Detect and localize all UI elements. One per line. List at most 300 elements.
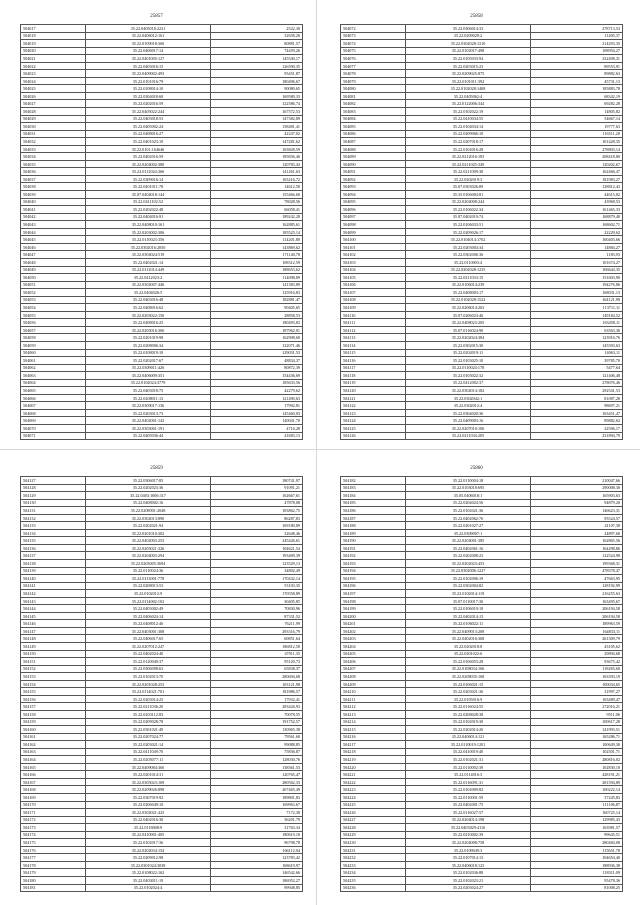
row-number-cell: 504234 <box>341 869 406 877</box>
table-row <box>341 221 623 229</box>
amount-cell: 130965,38 <box>211 726 303 734</box>
table-row <box>21 726 303 734</box>
cadastral-number-cell: 35.22.0102017:36 <box>86 839 211 847</box>
amount-cell: 28858,53 <box>211 311 303 319</box>
cadastral-number-cell: 35.22.0205077:11 <box>86 756 211 764</box>
cadastral-number-cell: 35.22.0403:1006:317 <box>86 492 211 500</box>
amount-cell: 129031,53 <box>211 349 303 357</box>
row-number-cell: 504064 <box>21 379 86 387</box>
amount-cell: 100222,14 <box>531 786 623 794</box>
row-number-cell: 504139 <box>21 567 86 575</box>
cadastral-number-cell: 35.22.0409084:360 <box>86 763 211 771</box>
cadastral-number-cell: 35.22.0208013:53 <box>86 582 211 590</box>
amount-cell: 14063,11 <box>531 349 623 357</box>
amount-cell: 22229,62 <box>531 228 623 236</box>
cadastral-number-cell: 35.22.0208028:38 <box>406 710 531 718</box>
cadastral-number-cell: 35.22.0309011:426 <box>86 364 211 372</box>
cadastral-number-cell: 35.22.0403016:15 <box>86 62 211 70</box>
amount-cell: 129985,43 <box>531 816 623 824</box>
table-row <box>21 417 303 425</box>
table-row <box>341 816 623 824</box>
row-number-cell: 504104 <box>341 266 406 274</box>
amount-cell: 163451,47 <box>531 409 623 417</box>
table-row <box>341 635 623 643</box>
cadastral-number-cell: 35.22.0202024:384 <box>406 334 531 342</box>
amount-cell: 168602,71 <box>531 221 623 229</box>
cadastral-number-cell: 35.22.0202019:3 <box>406 175 531 183</box>
table-row <box>21 846 303 854</box>
amount-cell: 79561,60 <box>211 733 303 741</box>
amount-cell: 155466,60 <box>211 191 303 199</box>
row-number-cell: 504062 <box>21 364 86 372</box>
amount-cell: 30405,85 <box>211 597 303 605</box>
row-number-cell: 504103 <box>341 258 406 266</box>
table-row <box>21 575 303 583</box>
cadastral-number-cell: 35.22.0412002:37 <box>406 379 531 387</box>
cadastral-number-cell: 35.22.0409003:16 <box>406 417 531 425</box>
row-number-cell: 504209 <box>341 680 406 688</box>
row-number-cell: 504063 <box>21 372 86 380</box>
amount-cell: 76211,99 <box>211 620 303 628</box>
row-number-cell: 504053 <box>21 296 86 304</box>
amount-cell: 165286,71 <box>531 733 623 741</box>
row-number-cell: 504070 <box>21 424 86 432</box>
table-row <box>21 266 303 274</box>
table-row <box>341 183 623 191</box>
table-row <box>21 710 303 718</box>
cadastral-number-cell: 35.22.0114016:3 <box>406 771 531 779</box>
cadastral-number-cell: 35.22.0409013:208 <box>406 627 531 635</box>
cadastral-number-cell: 35.22.0302016:2050 <box>86 243 211 251</box>
amount-cell: 180741,97 <box>211 477 303 485</box>
table-row <box>341 417 623 425</box>
amount-cell: 47911,35 <box>211 650 303 658</box>
table-row <box>21 40 303 48</box>
row-number-cell: 504196 <box>341 582 406 590</box>
table-row <box>21 85 303 93</box>
row-number-cell: 504201 <box>341 620 406 628</box>
row-number-cell: 504228 <box>341 824 406 832</box>
page-gap-vertical <box>316 0 317 905</box>
cadastral-number-cell: 35.22.0408016:25 <box>86 319 211 327</box>
cadastral-number-cell: 35.22.0408002:16 <box>86 499 211 507</box>
table-row <box>341 597 623 605</box>
row-number-cell: 504218 <box>341 748 406 756</box>
table-row <box>21 138 303 146</box>
table-row <box>341 741 623 749</box>
table-row <box>341 590 623 598</box>
table-row <box>341 432 623 440</box>
amount-cell: 147281,62 <box>211 138 303 146</box>
amount-cell: 163495,67 <box>531 597 623 605</box>
cadastral-number-cell: 35.22.0114002:102 <box>86 597 211 605</box>
amount-cell: 141261,63 <box>211 168 303 176</box>
row-number-cell: 504230 <box>341 839 406 847</box>
row-number-cell: 504187 <box>341 514 406 522</box>
cadastral-number-cell: 35.22.0209029:2 <box>406 32 531 40</box>
cadastral-number-cell: 35.22.0120049:37 <box>86 658 211 666</box>
cadastral-number-cell: 35.22.0201027:27 <box>406 522 531 530</box>
amount-cell: 75836,87 <box>211 748 303 756</box>
amount-cell: 185836,46 <box>211 153 303 161</box>
amount-cell: 185883,78 <box>531 85 623 93</box>
cadastral-number-cell: 35.22.0302021:423 <box>86 809 211 817</box>
cadastral-number-cell: 35.22.0402001:75 <box>406 801 531 809</box>
row-number-cell: 504164 <box>21 756 86 764</box>
cadastral-number-cell: 35.22.0202022:48 <box>86 206 211 214</box>
amount-cell: 39785,70 <box>531 357 623 365</box>
amount-cell: 80881,57 <box>211 40 303 48</box>
row-number-cell: 504081 <box>341 92 406 100</box>
cadastral-number-cell: 35.22.0204003:294 <box>86 552 211 560</box>
cadastral-number-cell: 35.05.0406018:1 <box>406 492 531 500</box>
amount-cell: 31763,34 <box>211 824 303 832</box>
amount-cell: 95524,57 <box>531 514 623 522</box>
cadastral-number-cell: 35.22.0301021:49 <box>86 726 211 734</box>
cadastral-number-cell: 35.22.0402001:143 <box>86 417 211 425</box>
amount-cell: 278076,46 <box>531 379 623 387</box>
table-row <box>341 560 623 568</box>
amount-cell: 90405,65 <box>211 304 303 312</box>
row-number-cell: 504231 <box>341 846 406 854</box>
table-row <box>21 544 303 552</box>
amount-cell: 43968,53 <box>531 198 623 206</box>
amount-cell: 89882,62 <box>531 417 623 425</box>
amount-cell: 182881,47 <box>211 296 303 304</box>
table-row <box>21 756 303 764</box>
amount-cell: 9511,06 <box>531 710 623 718</box>
cadastral-number-cell: 35.22.0208006:34 <box>86 341 211 349</box>
table-row <box>21 341 303 349</box>
cadastral-number-cell: 35.22.0405036:44 <box>86 432 211 440</box>
cadastral-number-cell: 35.22.0103022:32 <box>406 372 531 380</box>
cadastral-number-cell: 35.22.0122006:344 <box>406 100 531 108</box>
table-row <box>341 372 623 380</box>
amount-cell: 103121,98 <box>211 680 303 688</box>
row-number-cell: 504144 <box>21 605 86 613</box>
amount-cell: 280694,68 <box>211 673 303 681</box>
table-row <box>21 477 303 485</box>
cadastral-number-cell: 35.22.0406014:121 <box>406 733 531 741</box>
amount-cell: 245426,61 <box>211 537 303 545</box>
cadastral-number-cell: 35.22.0110002:39 <box>406 763 531 771</box>
table-row <box>341 228 623 236</box>
table-row <box>21 281 303 289</box>
row-number-cell: 504105 <box>341 274 406 282</box>
table-row <box>341 612 623 620</box>
row-number-cell: 504216 <box>341 733 406 741</box>
row-number-cell: 504095 <box>341 198 406 206</box>
cadastral-number-cell: 35.22.0402014:15 <box>406 612 531 620</box>
table-row <box>341 824 623 832</box>
row-number-cell: 504189 <box>341 529 406 537</box>
cadastral-number-cell: 35.22.0302042:1 <box>406 394 531 402</box>
amount-cell: 169180,89 <box>211 522 303 530</box>
table-row <box>341 108 623 116</box>
cadastral-number-cell: 35.22.0410034:55 <box>406 115 531 123</box>
cadastral-number-cell: 35.22.0403018:53 <box>86 115 211 123</box>
table-row <box>21 793 303 801</box>
cadastral-number-cell: 35.22.0203014:25 <box>86 695 211 703</box>
row-number-cell: 504056 <box>21 319 86 327</box>
table-row <box>21 635 303 643</box>
amount-cell: 89553,91 <box>531 62 623 70</box>
cadastral-number-cell: 35.22.0110024:178 <box>406 364 531 372</box>
cadastral-number-cell: 35.22.0116027:57 <box>406 809 531 817</box>
row-number-cell: 504151 <box>21 658 86 666</box>
row-number-cell: 504210 <box>341 688 406 696</box>
table-row <box>21 809 303 817</box>
cadastral-number-cell: 35.22.0410019:40 <box>406 748 531 756</box>
cadastral-number-cell: 35.22.0302007:446 <box>86 281 211 289</box>
row-number-cell: 504141 <box>21 582 86 590</box>
amount-cell: 120202,67 <box>531 160 623 168</box>
cadastral-number-cell: 35.22.0209025:875 <box>406 70 531 78</box>
table-row <box>21 869 303 877</box>
amount-cell: 186952,27 <box>211 876 303 884</box>
amount-cell: 89882,63 <box>531 70 623 78</box>
amount-cell: 100034,65 <box>531 680 623 688</box>
table-row <box>21 100 303 108</box>
table-row <box>341 537 623 545</box>
amount-cell: 63563,36 <box>531 326 623 334</box>
cadastral-number-cell: 35.22.0102006:19 <box>406 575 531 583</box>
amount-cell: 138361,53 <box>211 763 303 771</box>
amount-cell: 216255,63 <box>531 590 623 598</box>
table-row <box>341 695 623 703</box>
document-page-4 <box>320 452 633 898</box>
cadastral-number-cell: 35.22.0411049:70 <box>86 748 211 756</box>
cadastral-number-cell: 35.22.0309017:136 <box>86 402 211 410</box>
cadastral-number-cell: 35.22.0403001:308 <box>86 627 211 635</box>
cadastral-number-cell: 35.22.0412023:2 <box>86 274 211 282</box>
row-number-cell: 504044 <box>21 228 86 236</box>
row-number-cell: 504226 <box>341 809 406 817</box>
cadastral-number-cell: 35.22.0202016:59 <box>86 100 211 108</box>
cadastral-number-cell: 35.22.0408012:46 <box>86 620 211 628</box>
row-number-cell: 504223 <box>341 786 406 794</box>
cadastral-number-cell: 35.22.0102021:36 <box>406 507 531 515</box>
document-page-3 <box>0 452 313 898</box>
table-row <box>341 25 623 33</box>
table-row <box>341 544 623 552</box>
amount-cell: 68342,19 <box>531 92 623 100</box>
cadastral-number-cell: 35.22.0116091:31 <box>406 778 531 786</box>
table-row <box>21 251 303 259</box>
table-row <box>341 831 623 839</box>
row-number-cell: 504020 <box>21 47 86 55</box>
row-number-cell: 504150 <box>21 650 86 658</box>
page-number: 25858 <box>470 14 483 19</box>
amount-cell: 169963,67 <box>211 801 303 809</box>
amount-cell: 185633,56 <box>211 379 303 387</box>
table-row <box>341 77 623 85</box>
table-row <box>21 289 303 297</box>
amount-cell: 167572,53 <box>211 108 303 116</box>
cadastral-number-cell: 35.22.0404016:91 <box>86 213 211 221</box>
cadastral-number-cell: 35.22.0402061:16 <box>406 544 531 552</box>
amount-cell: 188936,38 <box>531 861 623 869</box>
amount-cell: 278713,53 <box>531 25 623 33</box>
row-number-cell: 504039 <box>21 191 86 199</box>
row-number-cell: 504122 <box>341 402 406 410</box>
amount-cell: 261309,79 <box>531 635 623 643</box>
amount-cell: 95120,73 <box>211 658 303 666</box>
table-row <box>341 846 623 854</box>
row-number-cell: 504153 <box>21 673 86 681</box>
table-row <box>21 62 303 70</box>
amount-cell: 24897,60 <box>531 529 623 537</box>
cadastral-number-cell: 35.22.0108019:10 <box>86 349 211 357</box>
row-number-cell: 504099 <box>341 228 406 236</box>
row-number-cell: 504018 <box>21 32 86 40</box>
amount-cell: 99948,85 <box>211 884 303 892</box>
cadastral-number-cell: 35.22.0208001:2048 <box>86 507 211 515</box>
cadastral-number-cell: 35.22.0405062:4 <box>406 92 531 100</box>
row-number-cell: 504032 <box>21 138 86 146</box>
amount-cell: 118265,60 <box>531 665 623 673</box>
row-number-cell: 504067 <box>21 402 86 410</box>
row-number-cell: 504068 <box>21 409 86 417</box>
amount-cell: 154436,69 <box>211 372 303 380</box>
cadastral-number-cell: 35.22.0211009:30 <box>406 168 531 176</box>
amount-cell: 14884,27 <box>531 243 623 251</box>
cadastral-number-cell: 35.22.0408003:17 <box>406 289 531 297</box>
amount-cell: 78028,56 <box>211 198 303 206</box>
amount-cell: 121406,48 <box>531 372 623 380</box>
table-row <box>21 364 303 372</box>
amount-cell: 292541,53 <box>531 387 623 395</box>
row-number-cell: 504132 <box>21 514 86 522</box>
row-number-cell: 504213 <box>341 710 406 718</box>
table-row <box>21 831 303 839</box>
cadastral-number-cell: 35.22.0309007:1 <box>406 529 531 537</box>
table-row <box>341 620 623 628</box>
table-row <box>341 710 623 718</box>
data-table <box>340 24 623 440</box>
table-row <box>341 213 623 221</box>
cadastral-number-cell: 35.22.0203022:150 <box>86 311 211 319</box>
amount-cell: 108954,27 <box>531 47 623 55</box>
cadastral-number-cell: 35.22.0307019:92 <box>86 793 211 801</box>
row-number-cell: 504138 <box>21 560 86 568</box>
amount-cell: 140041,70 <box>211 417 303 425</box>
table-row <box>341 70 623 78</box>
row-number-cell: 504046 <box>21 243 86 251</box>
amount-cell: 163393,19 <box>531 673 623 681</box>
row-number-cell: 504114 <box>341 341 406 349</box>
table-row <box>21 349 303 357</box>
row-number-cell: 504086 <box>341 130 406 138</box>
cadastral-number-cell: 35.22.0102028:1522 <box>406 296 531 304</box>
row-number-cell: 504155 <box>21 688 86 696</box>
table-row <box>341 319 623 327</box>
cadastral-number-cell: 35.22.0102012:9 <box>86 590 211 598</box>
table-row <box>341 266 623 274</box>
page-number: 25857 <box>150 14 163 19</box>
amount-cell: 428191,21 <box>531 771 623 779</box>
table-row <box>341 499 623 507</box>
amount-cell: 43105,62 <box>531 643 623 651</box>
row-number-cell: 504025 <box>21 85 86 93</box>
amount-cell: 149184,52 <box>531 311 623 319</box>
table-row <box>341 514 623 522</box>
row-number-cell: 504121 <box>341 394 406 402</box>
amount-cell: 122586,74 <box>211 100 303 108</box>
cadastral-number-cell: 35.22.0211033:15 <box>406 274 531 282</box>
cadastral-number-cell: 35.22.0110024:36 <box>86 567 211 575</box>
amount-cell: 54667,14 <box>531 115 623 123</box>
table-row <box>341 402 623 410</box>
row-number-cell: 504200 <box>341 612 406 620</box>
row-number-cell: 504066 <box>21 394 86 402</box>
row-number-cell: 504028 <box>21 108 86 116</box>
row-number-cell: 504194 <box>341 567 406 575</box>
row-number-cell: 504197 <box>341 590 406 598</box>
document-page-1 <box>0 0 313 446</box>
table-row <box>21 221 303 229</box>
row-number-cell: 504222 <box>341 778 406 786</box>
table-row <box>341 650 623 658</box>
row-number-cell: 504173 <box>21 824 86 832</box>
table-row <box>341 145 623 153</box>
cadastral-number-cell: 35.22.0106022:11 <box>406 620 531 628</box>
cadastral-number-cell: 35.22.0304024:519 <box>86 251 211 259</box>
row-number-cell: 504146 <box>21 620 86 628</box>
table-row <box>21 824 303 832</box>
cadastral-number-cell: 35.22.0104034:14 <box>406 123 531 131</box>
table-row <box>21 884 303 892</box>
cadastral-number-cell: 35.22.0203004:34 <box>406 243 531 251</box>
amount-cell: 169580,33 <box>211 92 303 100</box>
amount-cell: 120783,43 <box>211 160 303 168</box>
row-number-cell: 504165 <box>21 763 86 771</box>
data-table <box>20 476 303 892</box>
row-number-cell: 504215 <box>341 726 406 734</box>
cadastral-number-cell: 35.22.0102022:19 <box>406 108 531 116</box>
cadastral-number-cell: 35.22.0112014:449 <box>86 266 211 274</box>
amount-cell: 126590,35 <box>211 62 303 70</box>
cadastral-number-cell: 35.22.0110001:59 <box>406 793 531 801</box>
table-row <box>21 145 303 153</box>
amount-cell: 181886,57 <box>211 688 303 696</box>
table-row <box>341 334 623 342</box>
cadastral-number-cell: 35.22.0306014:33 <box>406 25 531 33</box>
row-number-cell: 504061 <box>21 357 86 365</box>
amount-cell: 165489,47 <box>531 695 623 703</box>
row-number-cell: 504177 <box>21 854 86 862</box>
amount-cell: 151603,90 <box>531 274 623 282</box>
table-row <box>21 123 303 131</box>
cadastral-number-cell: 35.22.0205016:306 <box>86 326 211 334</box>
row-number-cell: 504131 <box>21 507 86 515</box>
table-row <box>341 296 623 304</box>
table-row <box>21 484 303 492</box>
amount-cell: 189801,83 <box>211 793 303 801</box>
cadastral-number-cell: 35.22.0209012:98 <box>86 854 211 862</box>
amount-cell: 163981,57 <box>531 824 623 832</box>
amount-cell: 86287,83 <box>211 514 303 522</box>
table-row <box>341 123 623 131</box>
cadastral-number-cell: 35.22.0403002:49 <box>86 605 211 613</box>
cadastral-number-cell: 35.22.0405022:244 <box>86 108 211 116</box>
cadastral-number-cell: 35.22.0212016:183 <box>406 153 531 161</box>
cadastral-number-cell: 35.22.0408016:27 <box>86 130 211 138</box>
table-row <box>21 236 303 244</box>
amount-cell: 281594,89 <box>531 778 623 786</box>
cadastral-number-cell: 35.22.0202018:8 <box>406 643 531 651</box>
table-row <box>341 409 623 417</box>
